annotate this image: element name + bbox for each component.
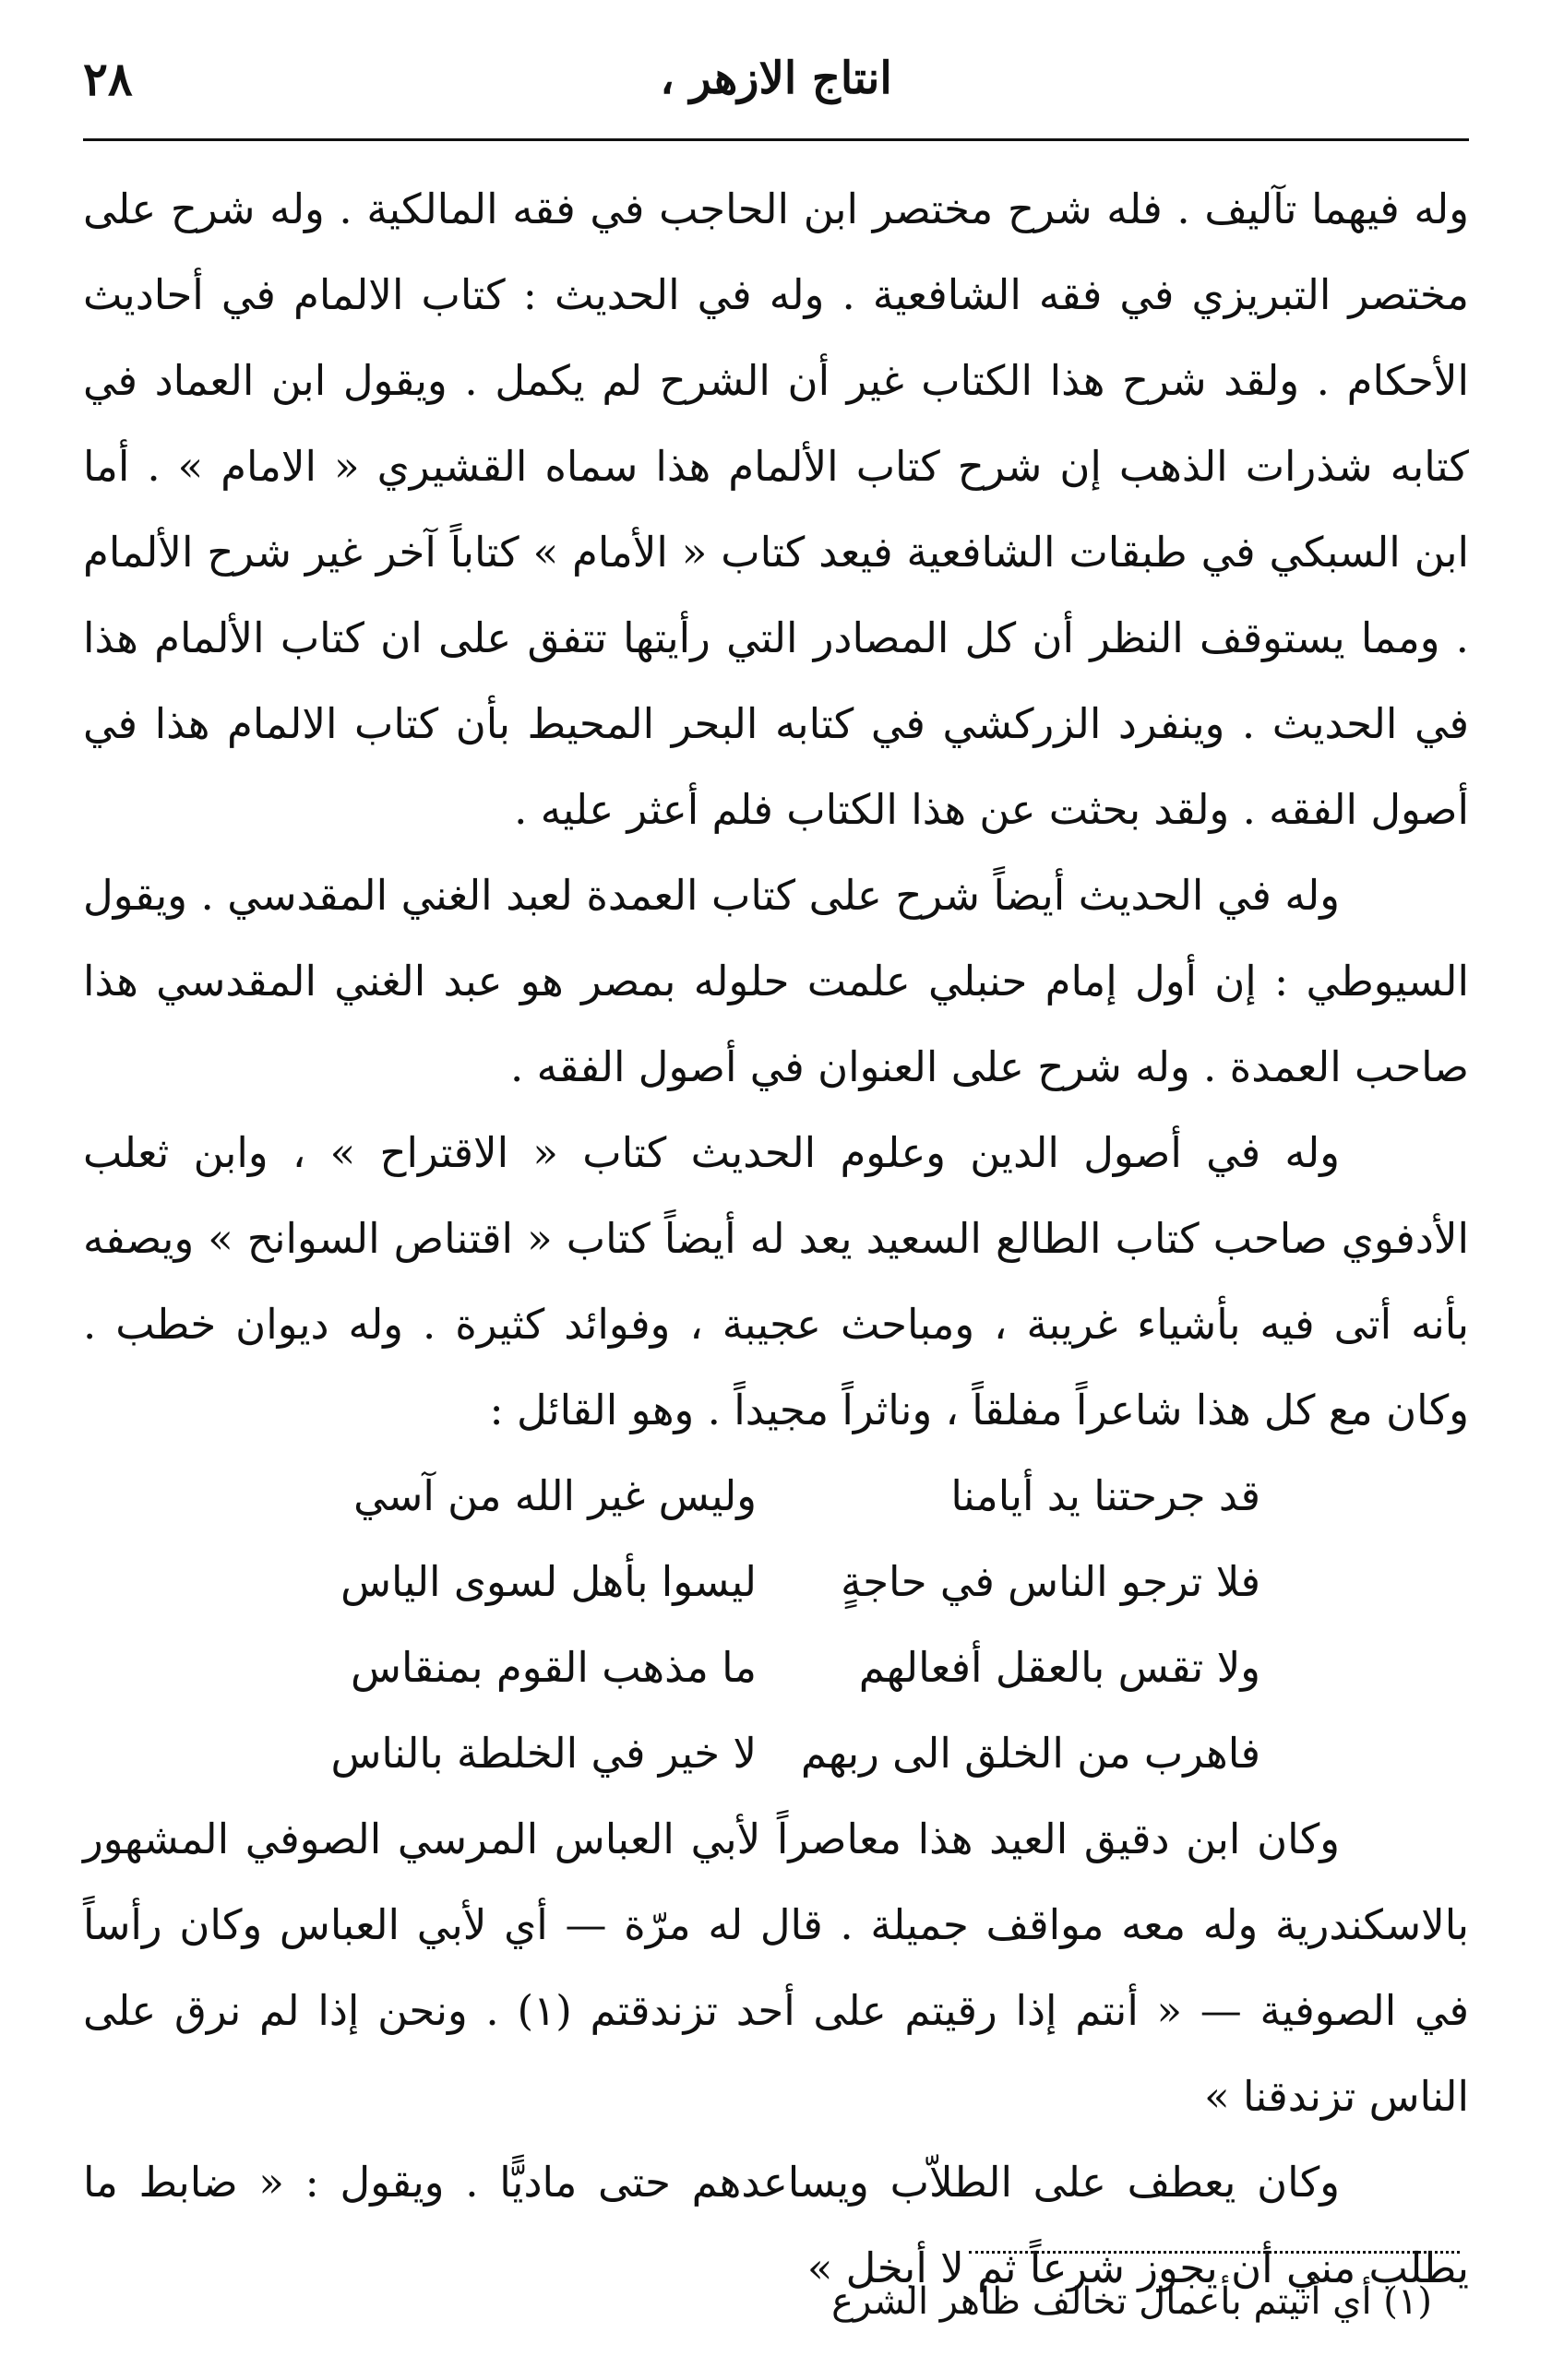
paragraph-3: وله في أصول الدين وعلوم الحديث كتاب « الاقتراح » ، وابن ثعلب الأدفوي صاحب كتاب الطالع السعيد يعد له أيضاً كتاب « اقتناص السوانح » ويصفه بأنه أتى فيه بأشياء غريبة ، ومباحث عجيبة ، وفوائد كثيرة . وله ديوان خطب . وكان مع كل هذا شاعراً مفلقاً ، وناثراً مجيداً . وهو القائل : [83,1128,1469,1434]
body-text [83,166,1469,2311]
header-rule [83,138,1469,141]
verse-first-hemistich: ولا تقس بالعقل أفعالهم [858,1643,1260,1692]
poem-verse [292,1710,1260,1796]
verse-second-hemistich: وليس غير الله من آسي [353,1471,757,1520]
poem-verse [292,1453,1260,1539]
poem [292,1453,1260,1796]
page-number: ٢٨ [83,51,133,106]
verse-second-hemistich: ما مذهب القوم بمنقاس [351,1643,757,1692]
verse-second-hemistich: لا خير في الخلطة بالناس [330,1729,757,1778]
poem-verse [292,1624,1260,1710]
verse-first-hemistich: قد جرحتنا يد أيامنا [950,1471,1260,1520]
verse-first-hemistich: فاهرب من الخلق الى ربهم [800,1729,1260,1778]
paragraph-1: وله فيهما تآليف . فله شرح مختصر ابن الحاجب في فقه المالكية . وله شرح على مختصر التبريزي في فقه الشافعية . وله في الحديث : كتاب الالمام في أحاديث الأحكام . ولقد شرح هذا الكتاب غير أن الشرح لم يكمل . ويقول ابن العماد في كتابه شذرات الذهب إن شرح كتاب الألمام هذا سماه القشيري « الامام » . أما ابن السبكي في طبقات الشافعية فيعد كتاب « الأمام » كتاباً آخر غير شرح الألمام . ومما يستوقف النظر أن كل المصادر التي رأيتها تتفق على ان كتاب الألمام هذا في الحديث . وينفرد الزركشي في كتابه البحر المحيط بأن كتاب الالمام هذا في أصول الفقه . ولقد بحثت عن هذا الكتاب فلم أعثر عليه . [83,184,1469,834]
footnote: (١) أي أتيتم بأعمال تخالف ظاهر الشرع [831,2280,1432,2323]
running-title: انتاج الازهر ، [660,53,892,104]
paragraph-5: وكان يعطف على الطلاّب ويساعدهم حتى ماديًّا . ويقول : « ضابط ما يطلب مني أن يجوز شرعاً ثم لا أبخل » [83,2158,1469,2292]
verse-first-hemistich: فلا ترجو الناس في حاجةٍ [841,1557,1260,1606]
page-header [83,37,1469,120]
verse-second-hemistich: ليسوا بأهل لسوى الياس [340,1557,757,1606]
footnote-rule [969,2251,1460,2254]
poem-verse [292,1539,1260,1624]
paragraph-2: وله في الحديث أيضاً شرح على كتاب العمدة لعبد الغني المقدسي . ويقول السيوطي : إن أول إمام حنبلي علمت حلوله بمصر هو عبد الغني المقدسي هذا صاحب العمدة . وله شرح على العنوان في أصول الفقه . [83,871,1469,1091]
paragraph-4: وكان ابن دقيق العيد هذا معاصراً لأبي العباس المرسي الصوفي المشهور بالاسكندرية وله معه مواقف جميلة . قال له مرّة — أي لأبي العباس وكان رأساً في الصوفية — « أنتم إذا رقيتم على أحد تزندقتم (١) . ونحن إذا لم نرق على الناس تزندقنا » [83,1815,1469,2121]
